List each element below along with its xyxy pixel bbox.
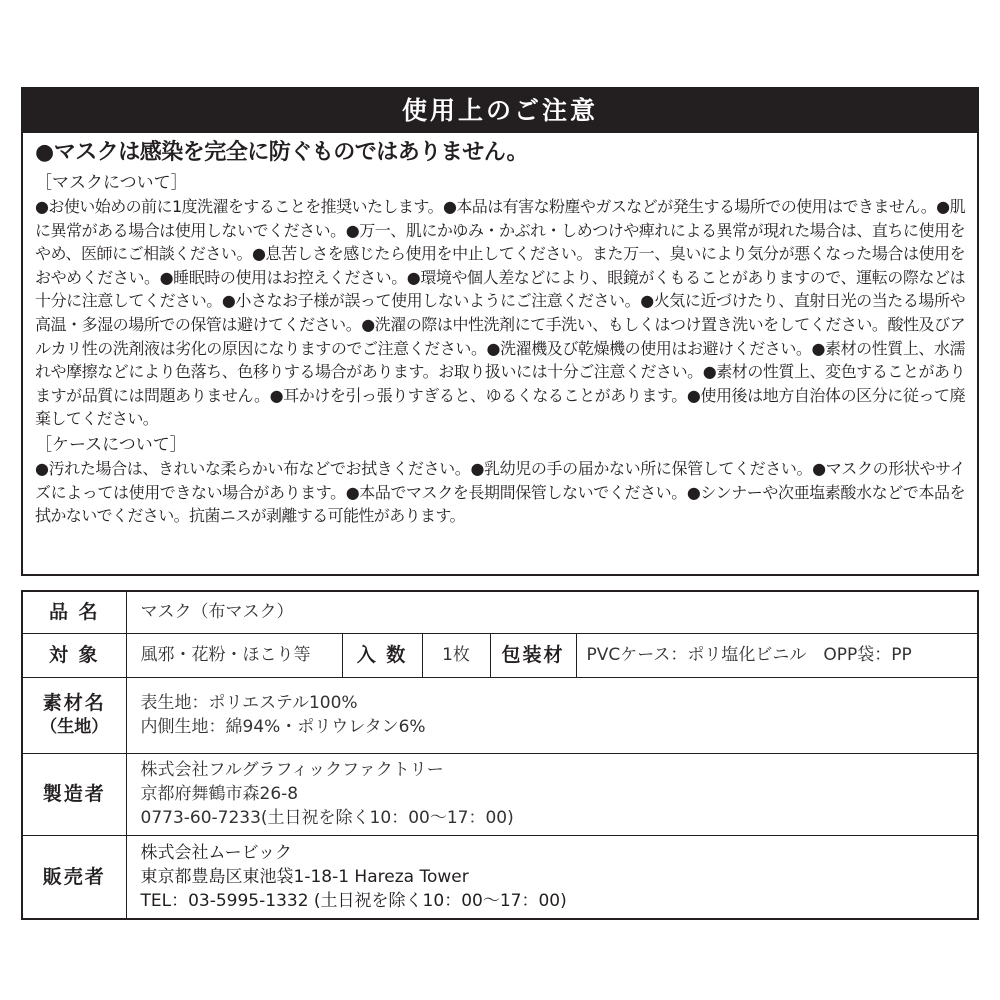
material-line: 内側生地：綿94%・ポリウレタン6% — [140, 717, 426, 737]
mask-note: ●小さなお子様が誤って使用しないようにご注意ください。 — [221, 291, 641, 311]
manufacturer-label: 製造者 — [22, 753, 126, 835]
product-name-value: マスク（布マスク） — [126, 591, 978, 633]
packaging-label: 包装材 — [490, 633, 576, 677]
mask-note: ●息苦しさを感じたら使用を中止してください。また万一、臭いにより気分が悪くなった場合は使用をおやめください。 — [35, 244, 965, 287]
case-note: ●マスクの形状やサイズによっては使用できない場合があります。 — [35, 458, 965, 502]
manufacturer-value — [126, 753, 978, 835]
spec-row-manufacturer — [22, 753, 978, 835]
seller-label: 販売者 — [22, 835, 126, 919]
mask-section-label: ［マスクについて］ — [35, 173, 188, 193]
mask-notes — [35, 195, 965, 431]
target-value: 風邪・花粉・ほこり等 — [126, 633, 342, 677]
manufacturer-line: 京都府舞鶴市森26-8 — [140, 784, 299, 804]
case-note: ●汚れた場合は、きれいな柔らかい布などでお拭きください。 — [35, 458, 471, 478]
spec-row-product-name — [22, 591, 978, 633]
mask-note: ●使用後は地方自治体の区分に従って廃棄してください。 — [35, 385, 965, 429]
mask-note: ●万一、肌にかゆみ・かぶれ・しめつけや痺れによる異常が現れた場合は、直ちに使用をやめ、医師にご相談ください。 — [35, 220, 965, 264]
seller-line: 株式会社ムービック — [140, 842, 292, 863]
spec-row-target — [22, 633, 978, 677]
mask-note: ●耳かけを引っ張りすぎると、ゆるくなることがあります。 — [269, 385, 687, 405]
seller-value — [126, 835, 978, 919]
mask-note: ●洗濯の際は中性洗剤にて手洗い、もしくはつけ置き洗いをしてください。酸性及びアルカリ性の洗剤液は劣化の原因になりますのでご注意ください。 — [35, 314, 966, 358]
product-spec-table — [21, 590, 979, 920]
notice-title: 使用上のご注意 — [23, 89, 977, 133]
case-note: ●乳幼児の手の届かない所に保管してください。 — [470, 458, 813, 478]
case-section-label: ［ケースについて］ — [35, 434, 187, 455]
material-label: 素材名 — [42, 692, 106, 714]
notice-headline: ●マスクは感染を完全に防ぐものではありません。 — [35, 140, 529, 165]
material-label-cell — [22, 677, 126, 753]
spec-row-seller — [22, 835, 978, 919]
notice-body — [23, 133, 977, 528]
mask-note: ●火気に近づけたり、直射日光の当たる場所や高温・多湿の場所での保管は避けてください。 — [35, 291, 965, 334]
quantity-value: 1枚 — [422, 633, 490, 677]
mask-note: ●お使い始めの前に1度洗濯をすることを推奨いたします。 — [35, 197, 443, 216]
case-note: ●本品でマスクを長期間保管しないでください。 — [345, 482, 687, 502]
product-name-label: 品 名 — [22, 591, 126, 633]
usage-notice-box — [21, 87, 979, 576]
packaging-value: PVCケース：ポリ塩化ビニル OPP袋：PP — [576, 633, 978, 677]
mask-note: ●素材の性質上、水濡れや摩擦などにより色落ち、色移りする場合があります。お取り扱いには十分ご注意ください。 — [35, 338, 965, 382]
material-line: 表生地：ポリエステル100% — [140, 693, 358, 713]
case-notes — [35, 457, 965, 528]
manufacturer-line: 株式会社フルグラフィックファクトリー — [140, 760, 444, 780]
material-sublabel: （生地） — [40, 717, 109, 737]
manufacturer-line: 0773-60-7233(土日祝を除く10：00〜17：00) — [140, 808, 514, 828]
mask-note: ●素材の性質上、変色することがありますが品質には問題ありません。 — [35, 362, 966, 405]
mask-note: ●肌に異常がある場合は使用しないでください。 — [35, 197, 965, 240]
quantity-label: 入 数 — [342, 633, 422, 677]
seller-line: TEL：03-5995-1332 (土日祝を除く10：00〜17：00) — [140, 890, 567, 911]
mask-note: ●睡眠時の使用はお控えください。 — [159, 267, 407, 287]
target-label: 対 象 — [22, 633, 126, 677]
material-value — [126, 677, 978, 753]
case-note: ●シンナーや次亜塩素酸水などで本品を拭かないでください。抗菌ニスが剥離する可能性があります。 — [35, 482, 965, 526]
spec-row-material — [22, 677, 978, 753]
mask-note: ●本品は有害な粉塵やガスなどが発生する場所での使用はできません。 — [442, 197, 937, 216]
seller-line: 東京都豊島区東池袋1-18-1 Hareza Tower — [140, 866, 469, 887]
mask-note: ●洗濯機及び乾燥機の使用はお避けください。 — [486, 338, 812, 358]
mask-note: ●環境や個人差などにより、眼鏡がくもることがありますので、運転の際などは十分に注意してください。 — [35, 267, 965, 311]
